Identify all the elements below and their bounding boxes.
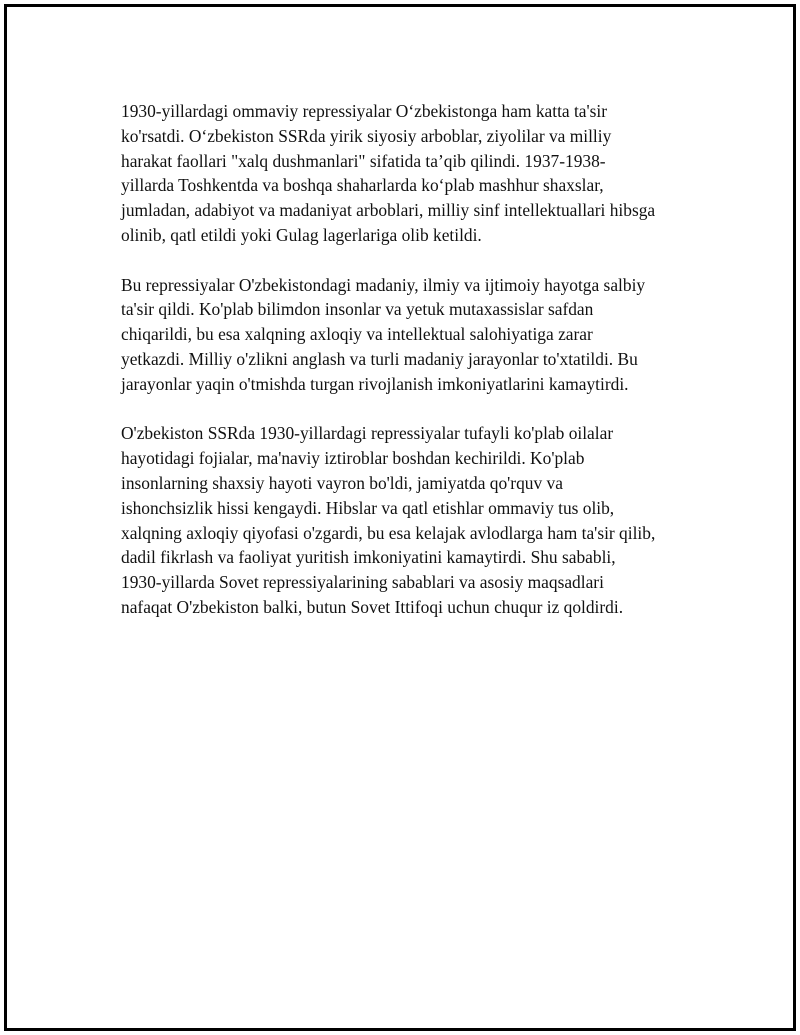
paragraph-2: Bu repressiyalar O'zbekistondagi madaniy, ilmiy va ijtimoiy hayotga salbiy ta'sir qildi. Ko'plab bilimdon insonlar va yetuk mutaxassislar safdan chiqarildi, bu esa xalqning axloqiy va intellektual salohiyatiga zarar yetkazdi. Milliy o'zlikni anglash va turli madaniy jarayonlar to'xtatildi. Bu jarayonlar yaqin o'tmishda turgan rivojlanish imkoniyatlarini kamaytirdi. — [121, 274, 646, 394]
paragraph-3: O'zbekiston SSRda 1930-yillardagi repressiyalar tufayli ko'plab oilalar hayotidagi fojialar, ma'naviy iztiroblar boshdan kechirildi. Ko'plab insonlarning shaxsiy hayoti vayron bo'ldi, jamiyatda qo'rquv va ishonchsizlik hissi kengaydi. Hibslar va qatl etishlar ommaviy tus olib, xalqning axloqiy qiyofasi o'zgardi, bu esa kelajak avlodlarga ham ta'sir qilib, dadil fikrlash va faoliyat yuritish imkoniyatini kamaytirdi. Shu sababli, 1930-yillarda Sovet repressiyalarining sabablari va asosiy maqsadlari nafaqat O'zbekiston balki, butun Sovet Ittifoqi uchun chuqur iz qoldirdi. — [121, 423, 656, 617]
page-frame — [4, 4, 796, 1031]
document-body — [121, 99, 701, 645]
paragraph-1: 1930-yillardagi ommaviy repressiyalar O‘zbekistonga ham katta ta'sir ko'rsatdi. O‘zbekiston SSRda yirik siyosiy arboblar, ziyolilar va milliy harakat faollari "xalq dushmanlari" sifatida ta’qib qilindi. 1937-1938- yillarda Toshkentda va boshqa shaharlarda ko‘plab mashhur shaxslar, jumladan, adabiyot va madaniyat arboblari, milliy sinf intellektuallari hibsga olinib, qatl etildi yoki Gulag lagerlariga olib ketildi. — [121, 101, 656, 245]
